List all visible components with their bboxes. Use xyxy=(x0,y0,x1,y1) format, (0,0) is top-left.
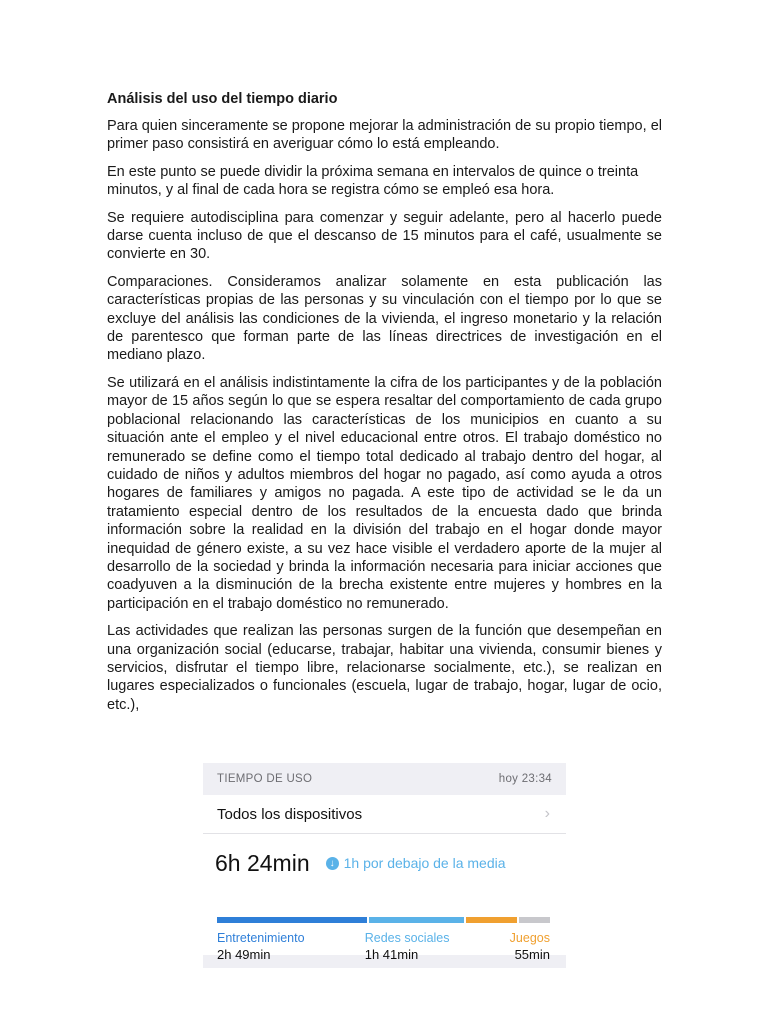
paragraph-4: Comparaciones. Consideramos analizar solamente en esta publicación las características propias de las personas y su vinculación con el tiempo por lo que se excluye del análisis las condiciones de la vivienda, el ingreso monetario y la relación de parentesco que forman parte de las líneas directrices de investigación en el mediano plazo. xyxy=(107,273,662,364)
usage-bar xyxy=(217,917,550,923)
category-list xyxy=(217,931,550,963)
screen-time-header-label: TIEMPO DE USO xyxy=(217,773,313,785)
chevron-right-icon: › xyxy=(544,805,550,822)
all-devices-row[interactable] xyxy=(203,795,566,834)
arrow-down-circle-icon: ↓ xyxy=(326,857,339,870)
paragraph-5: Se utilizará en el análisis indistintamente la cifra de los participantes y de la población mayor de 15 años según lo que se espera resaltar del comportamiento de cada grupo poblacional relacionando las características de los municipios en cuanto a su situación ante el empleo y el nivel educacional entre otros. El trabajo doméstico no remunerado se define como el tiempo total dedicado al trabajo dentro del hogar, al cuidado de niños y adultos miembros del hogar no pagado, así como ayuda a otros hogares de familiares y amigos no pagada. A este tipo de actividad se le da un tratamiento especial dentro de los resultados de la encuesta dado que brinda información sobre la realidad en la división del trabajo en el hogar donde mayor inequidad de género existe, a su vez hace visible el verdadero aporte de la mujer al desarrollo de la sociedad y brinda la información necesaria para iniciar acciones que coadyuven a la disminución de la brecha existente entre mujeres y hombres en la participación en el trabajo doméstico no remunerado. xyxy=(107,374,662,612)
document-title: Análisis del uso del tiempo diario xyxy=(107,91,338,107)
average-text: 1h por debajo de la media xyxy=(343,855,506,871)
bar-segment-games xyxy=(466,917,517,923)
category-value: 1h 41min xyxy=(364,947,419,962)
paragraph-3: Se requiere autodisciplina para comenzar y seguir adelante, pero al hacerlo puede darse cuenta incluso de que el descanso de 15 minutos para el café, usualmente se convierte en 30. xyxy=(107,209,662,263)
screen-time-header-time: hoy 23:34 xyxy=(498,773,552,785)
category-label: Juegos xyxy=(509,931,550,945)
average-comparison xyxy=(326,855,506,871)
total-row xyxy=(203,834,566,880)
category-social xyxy=(365,931,450,963)
category-value: 2h 49min xyxy=(217,947,271,962)
total-time: 6h 24min xyxy=(215,849,310,876)
bar-segment-entertainment xyxy=(217,917,367,923)
paragraph-2: En este punto se puede dividir la próxima semana en intervalos de quince o treinta minutos, y al final de cada hora se registra cómo se empleó esa hora. xyxy=(107,163,639,199)
paragraph-1: Para quien sinceramente se propone mejorar la administración de su propio tiempo, el primer paso consistirá en averiguar cómo lo está empleando. xyxy=(107,118,662,153)
all-devices-label: Todos los dispositivos xyxy=(217,805,363,823)
document-body xyxy=(107,90,662,723)
screen-time-screenshot xyxy=(203,763,566,968)
category-entertainment xyxy=(217,931,305,963)
screen-time-card xyxy=(203,795,566,962)
category-label: Redes sociales xyxy=(364,931,450,945)
paragraph-6: Las actividades que realizan las personas surgen de la función que desempeñan en una organización social (educarse, trabajar, habitar una vivienda, consumir bienes y servicios, disfrutar el tiempo libre, relacionarse socialmente, etc.), se realizan en lugares especializados o funcionales (escuela, lugar de trabajo, hogar, lugar de ocio, etc.), xyxy=(107,623,662,713)
category-games xyxy=(510,931,550,963)
category-value: 55min xyxy=(514,947,550,962)
bar-segment-social xyxy=(369,917,464,923)
bar-segment-other xyxy=(519,917,550,923)
screen-time-header xyxy=(203,763,566,795)
category-label: Entretenimiento xyxy=(217,931,305,945)
